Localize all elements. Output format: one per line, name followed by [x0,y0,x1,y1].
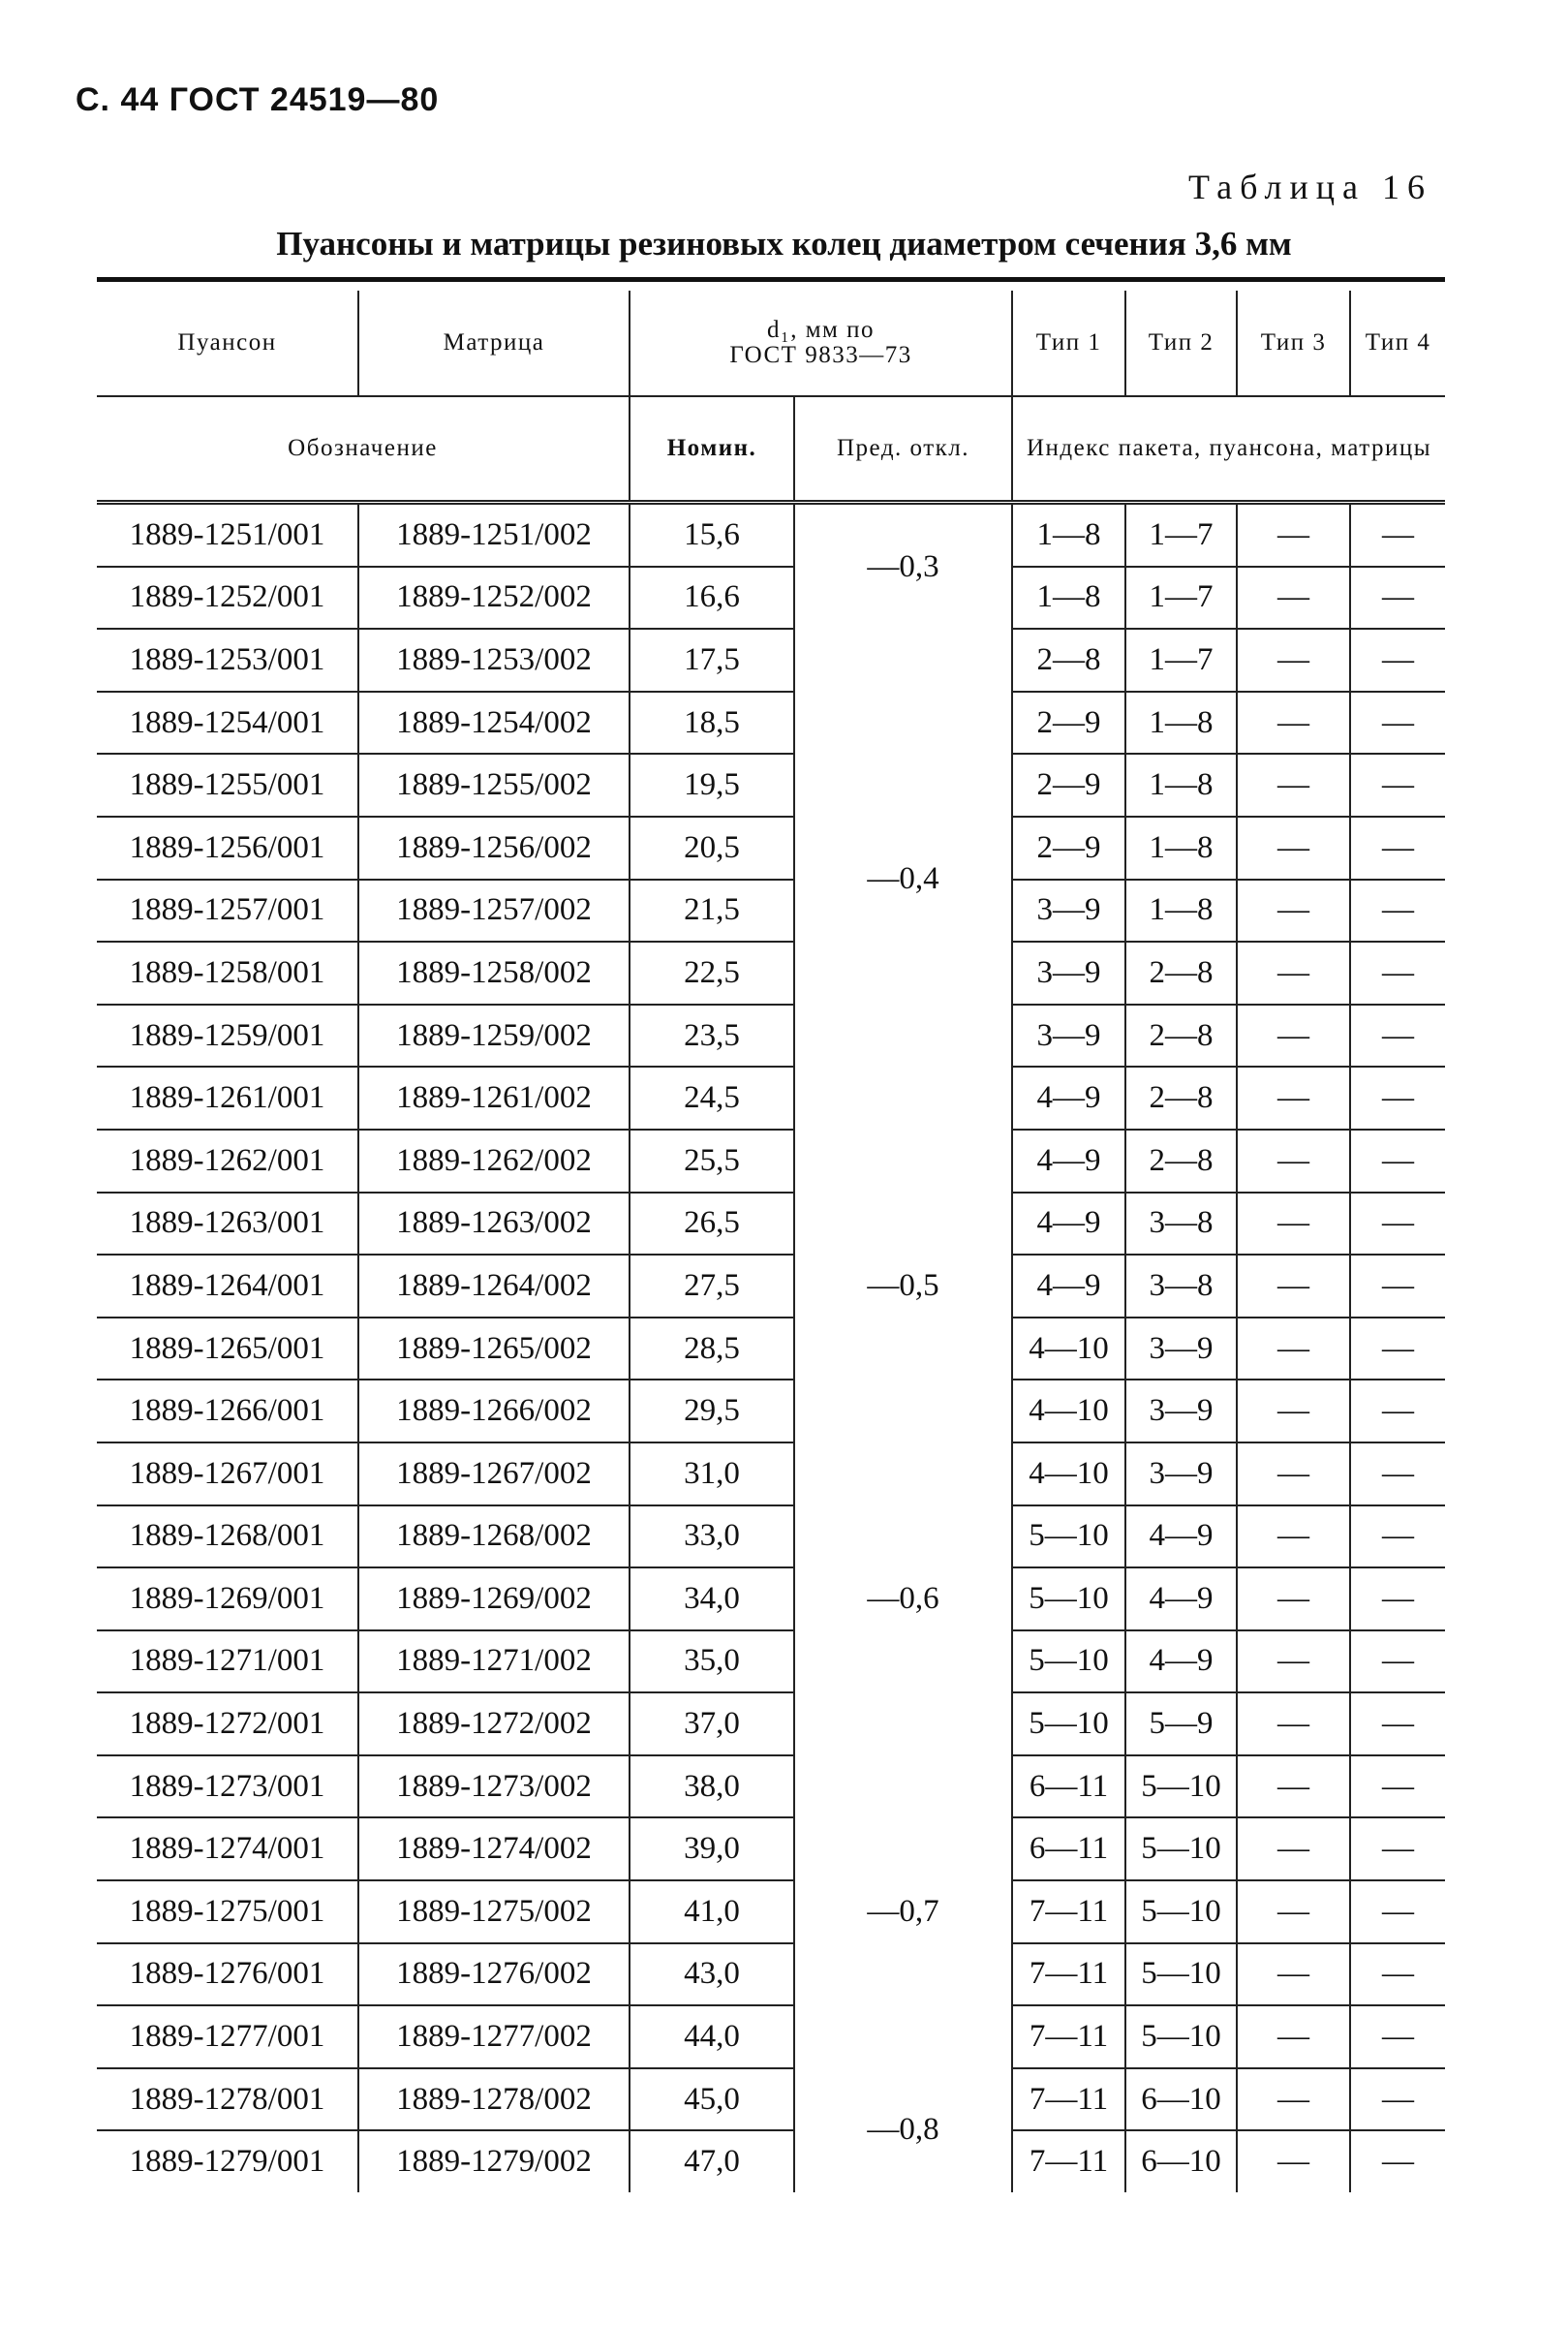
header-d1-label: d₁, мм по [767,316,875,343]
type4-cell: — [1350,1255,1445,1318]
table-row [97,503,1445,567]
nominal-cell: 35,0 [630,1630,794,1693]
type2-cell: 3—9 [1125,1318,1237,1380]
type3-cell: — [1237,2005,1350,2068]
punch-cell: 1889-1265/001 [97,1318,358,1380]
punch-cell: 1889-1254/001 [97,692,358,755]
table-number: Таблица 16 [1188,168,1432,206]
header-tolerance: Пред. откл. [794,396,1012,503]
nominal-cell: 22,5 [630,942,794,1005]
type2-cell: 4—9 [1125,1567,1237,1630]
type2-cell: 1—7 [1125,567,1237,630]
header-type3: Тип 3 [1237,291,1350,396]
die-cell: 1889-1271/002 [358,1630,630,1693]
type4-cell: — [1350,692,1445,755]
type3-cell: — [1237,817,1350,880]
type1-cell: 5—10 [1012,1692,1125,1755]
die-cell: 1889-1264/002 [358,1255,630,1318]
nominal-cell: 47,0 [630,2130,794,2192]
type1-cell: 4—10 [1012,1442,1125,1505]
nominal-cell: 16,6 [630,567,794,630]
type2-cell: 1—8 [1125,817,1237,880]
die-cell: 1889-1261/002 [358,1067,630,1130]
die-cell: 1889-1276/002 [358,1943,630,2006]
punch-cell: 1889-1251/001 [97,503,358,567]
die-cell: 1889-1263/002 [358,1193,630,1256]
header-nominal: Номин. [630,396,794,503]
nominal-cell: 27,5 [630,1255,794,1318]
type4-cell: — [1350,1630,1445,1693]
table-row [97,1567,1445,1630]
type2-cell: 1—8 [1125,692,1237,755]
punch-cell: 1889-1256/001 [97,817,358,880]
punch-cell: 1889-1279/001 [129,2144,325,2180]
type2-cell: 5—10 [1125,1755,1237,1818]
type4-cell: — [1350,2068,1445,2131]
type4-cell: — [1350,629,1445,692]
type2-cell: 5—10 [1125,1943,1237,2006]
nominal-cell: 15,6 [630,503,794,567]
table-body [97,503,1445,2193]
table-row [97,1193,1445,1256]
type2-cell: 6—10 [1125,2068,1237,2131]
type4-cell: — [1350,1130,1445,1193]
table-row [97,2005,1445,2068]
punch-cell: 1889-1278/001 [97,2068,358,2131]
type1-cell: 6—11 [1012,1755,1125,1818]
type1-cell: 2—8 [1012,629,1125,692]
table-title: Пуансоны и матрицы резиновых колец диаметром сечения 3,6 мм [276,225,1292,263]
header-type4: Тип 4 [1350,291,1445,396]
type2-cell: 5—10 [1125,1880,1237,1943]
type1-cell: 7—11 [1012,1880,1125,1943]
type3-cell: — [1237,1130,1350,1193]
nominal-cell: 37,0 [630,1692,794,1755]
type1-cell: 5—10 [1012,1630,1125,1693]
type3-cell: — [1237,1567,1350,1630]
type1-cell: 7—11 [1012,1943,1125,2006]
type4-cell: — [1350,1880,1445,1943]
type1-cell: 4—10 [1012,1318,1125,1380]
nominal-cell: 31,0 [630,1442,794,1505]
nominal-cell: 39,0 [630,1817,794,1880]
type3-cell: — [1237,1005,1350,1068]
type3-cell: — [1237,1943,1350,2006]
nominal-cell: 21,5 [630,880,794,943]
type3-cell: — [1237,1630,1350,1693]
header-type2: Тип 2 [1125,291,1237,396]
type2-cell: 6—10 [1125,2130,1237,2192]
type2-cell: 2—8 [1125,942,1237,1005]
nominal-cell: 18,5 [630,692,794,755]
die-cell: 1889-1255/002 [358,754,630,817]
nominal-cell: 24,5 [630,1067,794,1130]
type1-cell: 3—9 [1012,942,1125,1005]
type1-cell: 7—11 [1012,2130,1125,2192]
die-cell: 1889-1279/002 [358,2130,630,2192]
die-cell: 1889-1266/002 [358,1380,630,1442]
table-row [97,1943,1445,2006]
nominal-cell: 19,5 [630,754,794,817]
nominal-cell: 29,5 [630,1380,794,1442]
type3-cell: — [1237,692,1350,755]
table-row [97,1755,1445,1818]
table-row [97,1067,1445,1130]
die-cell: 1889-1257/002 [358,880,630,943]
type4-cell: — [1350,1442,1445,1505]
header-punch: Пуансон [177,328,277,356]
nominal-cell: 38,0 [630,1755,794,1818]
header-d1-standard: ГОСТ 9833—73 [729,342,912,368]
type4-cell: — [1350,1692,1445,1755]
type3-cell: — [1237,567,1350,630]
die-cell: 1889-1251/002 [358,503,630,567]
nominal-cell: 20,5 [630,817,794,880]
type2-cell: 1—7 [1125,503,1237,567]
punch-cell: 1889-1255/001 [97,754,358,817]
type2-cell: 4—9 [1125,1505,1237,1568]
type1-cell: 4—10 [1012,1380,1125,1442]
type4-cell: — [1350,1943,1445,2006]
type3-cell: — [1237,1193,1350,1256]
nominal-cell: 25,5 [630,1130,794,1193]
die-cell: 1889-1252/002 [358,567,630,630]
type3-cell: — [1237,1505,1350,1568]
type1-cell: 5—10 [1012,1505,1125,1568]
type1-cell: 2—9 [1012,817,1125,880]
table-row [97,1005,1445,1068]
punch-cell: 1889-1269/001 [97,1567,358,1630]
type4-cell: — [1350,1318,1445,1380]
die-cell: 1889-1269/002 [358,1567,630,1630]
tolerance-cell: —0,4 [794,629,1012,1130]
page-header: С. 44 ГОСТ 24519—80 [76,81,440,118]
table-row [97,754,1445,817]
table-header [97,291,1445,503]
punch-cell: 1889-1253/001 [97,629,358,692]
table-row [97,1380,1445,1442]
type3-cell: — [1237,942,1350,1005]
type3-cell: — [1237,1442,1350,1505]
table-row [97,1255,1445,1318]
table-row [97,2130,1445,2192]
type2-cell: 4—9 [1125,1630,1237,1693]
type3-cell: — [1237,1318,1350,1380]
punch-cell: 1889-1263/001 [97,1193,358,1256]
type3-cell: — [1237,1255,1350,1318]
table-row [97,1505,1445,1568]
type2-cell: 3—9 [1125,1380,1237,1442]
table-row [97,1442,1445,1505]
nominal-cell: 45,0 [630,2068,794,2131]
punch-cell: 1889-1259/001 [97,1005,358,1068]
nominal-cell: 28,5 [630,1318,794,1380]
punch-cell: 1889-1276/001 [97,1943,358,2006]
table-row [97,692,1445,755]
die-cell: 1889-1254/002 [358,692,630,755]
punch-cell: 1889-1266/001 [97,1380,358,1442]
punch-cell: 1889-1258/001 [97,942,358,1005]
type3-cell: — [1237,1692,1350,1755]
type3-cell: — [1237,503,1350,567]
punch-cell: 1889-1264/001 [97,1255,358,1318]
die-cell: 1889-1256/002 [358,817,630,880]
die-cell: 1889-1278/002 [358,2068,630,2131]
nominal-cell: 26,5 [630,1193,794,1256]
type4-cell: — [1350,880,1445,943]
nominal-cell: 33,0 [630,1505,794,1568]
table-row [97,567,1445,630]
die-cell: 1889-1258/002 [358,942,630,1005]
die-cell: 1889-1272/002 [358,1692,630,1755]
table-row [97,942,1445,1005]
type2-cell: 1—7 [1125,629,1237,692]
table-row [97,1817,1445,1880]
die-cell: 1889-1267/002 [358,1442,630,1505]
punch-cell: 1889-1267/001 [97,1442,358,1505]
type4-cell: — [1350,817,1445,880]
punch-cell: 1889-1277/001 [97,2005,358,2068]
table-row [97,1692,1445,1755]
type1-cell: 5—10 [1012,1567,1125,1630]
punch-cell: 1889-1272/001 [97,1692,358,1755]
type3-cell: — [1237,1067,1350,1130]
header-die: Матрица [358,291,630,396]
punch-cell: 1889-1252/001 [97,567,358,630]
table-row [97,629,1445,692]
type4-cell: — [1350,503,1445,567]
type3-cell: — [1237,1880,1350,1943]
table-row [97,1318,1445,1380]
tolerance-cell: —0,6 [794,1442,1012,1755]
type3-cell: — [1237,629,1350,692]
nominal-cell: 44,0 [630,2005,794,2068]
type1-cell: 4—9 [1012,1255,1125,1318]
type4-cell: — [1350,2005,1445,2068]
tolerance-cell: —0,5 [794,1130,1012,1442]
type4-cell: — [1350,942,1445,1005]
tolerance-cell: —0,8 [794,2068,1012,2192]
type1-cell: 3—9 [1012,1005,1125,1068]
die-cell: 1889-1259/002 [358,1005,630,1068]
type1-cell: 3—9 [1012,880,1125,943]
type1-cell: 1—8 [1012,567,1125,630]
type2-cell: 1—8 [1125,880,1237,943]
punch-cell: 1889-1262/001 [97,1130,358,1193]
type2-cell: 5—10 [1125,1817,1237,1880]
type1-cell: 4—9 [1012,1193,1125,1256]
type4-cell: — [1350,1755,1445,1818]
type3-cell: — [1237,1755,1350,1818]
punch-cell: 1889-1261/001 [97,1067,358,1130]
table-row [97,1630,1445,1693]
tolerance-cell: —0,7 [794,1755,1012,2068]
type4-cell: — [1350,1380,1445,1442]
die-cell: 1889-1275/002 [358,1880,630,1943]
die-cell: 1889-1268/002 [358,1505,630,1568]
die-cell: 1889-1262/002 [358,1130,630,1193]
punch-cell: 1889-1257/001 [97,880,358,943]
tolerance-cell: —0,3 [794,503,1012,630]
nominal-cell: 41,0 [630,1880,794,1943]
punch-cell: 1889-1274/001 [97,1817,358,1880]
type1-cell: 7—11 [1012,2005,1125,2068]
nominal-cell: 23,5 [630,1005,794,1068]
type2-cell: 3—9 [1125,1442,1237,1505]
nominal-cell: 43,0 [630,1943,794,2006]
type2-cell: 2—8 [1125,1067,1237,1130]
punch-cell: 1889-1273/001 [97,1755,358,1818]
type3-cell: — [1237,754,1350,817]
type1-cell: 6—11 [1012,1817,1125,1880]
type2-cell: 5—9 [1125,1692,1237,1755]
punch-die-table [97,291,1445,2192]
type3-cell: — [1237,1380,1350,1442]
type1-cell: 4—9 [1012,1130,1125,1193]
type4-cell: — [1350,1567,1445,1630]
table-row [97,2068,1445,2131]
table-row [97,817,1445,880]
table-top-rule [97,277,1445,282]
die-cell: 1889-1265/002 [358,1318,630,1380]
punch-cell: 1889-1268/001 [97,1505,358,1568]
type4-cell: — [1350,2130,1445,2192]
table-row [97,880,1445,943]
type3-cell: — [1237,1817,1350,1880]
type2-cell: 3—8 [1125,1193,1237,1256]
type1-cell: 7—11 [1012,2068,1125,2131]
punch-cell: 1889-1275/001 [97,1880,358,1943]
type2-cell: 3—8 [1125,1255,1237,1318]
die-cell: 1889-1274/002 [358,1817,630,1880]
type3-cell: — [1237,2130,1350,2192]
type4-cell: — [1350,1005,1445,1068]
nominal-cell: 34,0 [630,1567,794,1630]
header-type1: Тип 1 [1012,291,1125,396]
header-index: Индекс пакета, пуансона, матрицы [1012,396,1445,503]
die-cell: 1889-1273/002 [358,1755,630,1818]
die-cell: 1889-1253/002 [358,629,630,692]
type4-cell: — [1350,754,1445,817]
type2-cell: 5—10 [1125,2005,1237,2068]
type3-cell: — [1237,880,1350,943]
type4-cell: — [1350,1067,1445,1130]
die-cell: 1889-1277/002 [358,2005,630,2068]
type2-cell: 2—8 [1125,1130,1237,1193]
type2-cell: 2—8 [1125,1005,1237,1068]
type1-cell: 4—9 [1012,1067,1125,1130]
type1-cell: 2—9 [1012,692,1125,755]
nominal-cell: 17,5 [630,629,794,692]
type1-cell: 2—9 [1012,754,1125,817]
type1-cell: 1—8 [1012,503,1125,567]
type4-cell: — [1350,1505,1445,1568]
punch-cell: 1889-1271/001 [97,1630,358,1693]
header-designation: Обозначение [288,434,438,461]
type4-cell: — [1350,1193,1445,1256]
table-row [97,1130,1445,1193]
header-d1 [630,291,1012,396]
type2-cell: 1—8 [1125,754,1237,817]
type4-cell: — [1350,567,1445,630]
type3-cell: — [1237,2068,1350,2131]
table-row [97,1880,1445,1943]
type4-cell: — [1350,1817,1445,1880]
